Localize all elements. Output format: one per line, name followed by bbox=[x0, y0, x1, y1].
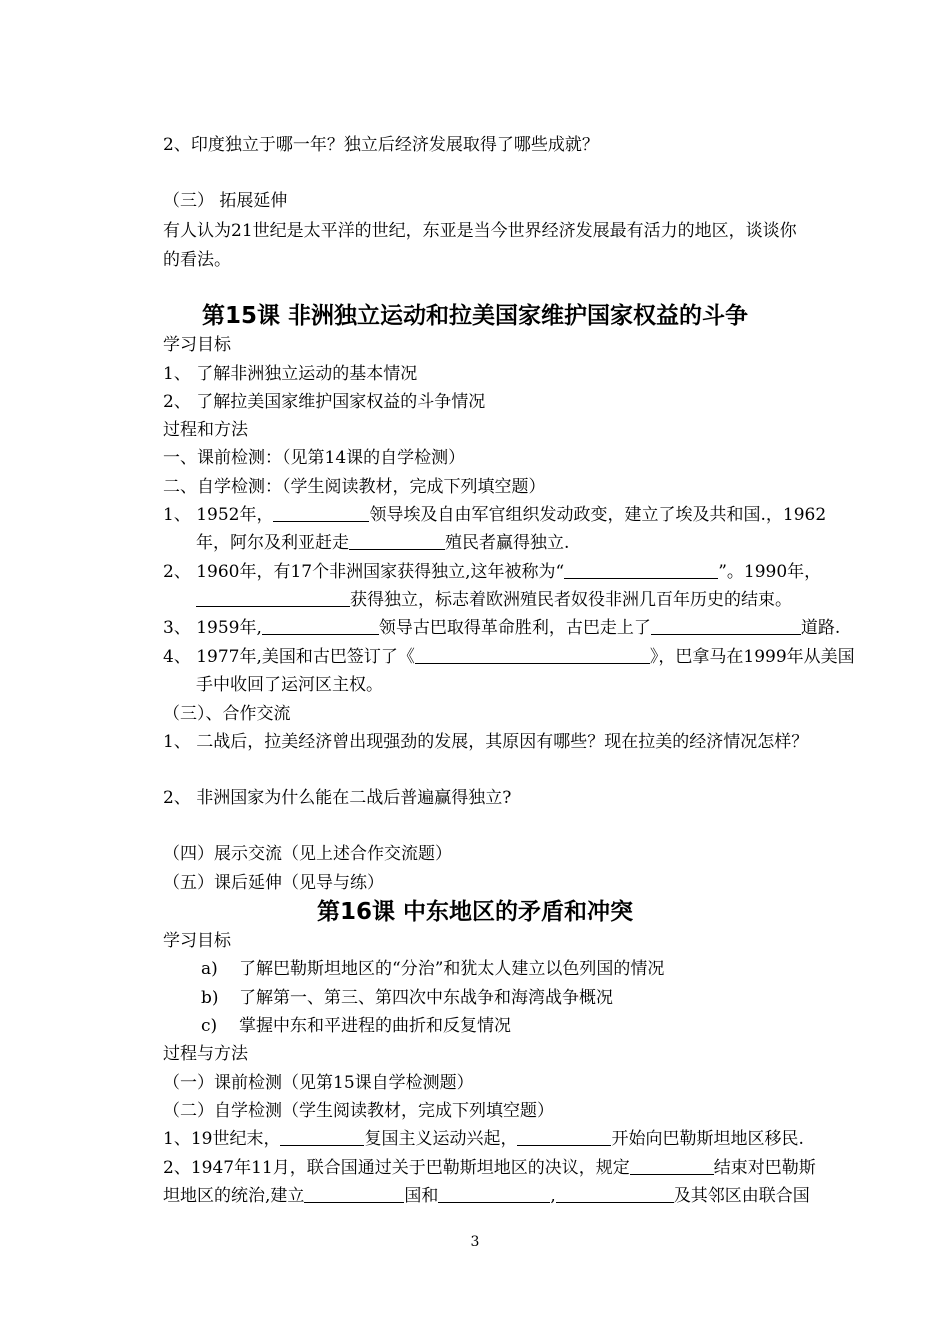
fill-blank[interactable] bbox=[196, 588, 350, 607]
fill-blank[interactable] bbox=[304, 1184, 404, 1203]
lesson-15-goals-heading: 学习目标 bbox=[163, 335, 231, 355]
lesson-16-goal-b: b) 了解第一、第三、第四次中东战争和海湾战争概况 bbox=[201, 988, 613, 1008]
fill-blank[interactable] bbox=[262, 616, 379, 635]
lesson-16-fill-2b: 坦地区的统治,建立 国和 , 及其邻区由联合国 bbox=[163, 1186, 810, 1206]
lesson-15-cooperation-heading: （三）、合作交流 bbox=[163, 704, 291, 724]
extension-text-line-2: 的看法。 bbox=[163, 250, 231, 270]
lesson-15-method-1: 一、课前检测：（见第14课的自学检测） bbox=[163, 448, 466, 468]
lesson-15-fill-2a: 2、 1960年，有17个非洲国家获得独立,这年被称为“ ”。1990年， bbox=[163, 562, 822, 582]
lesson-16-method-heading: 过程与方法 bbox=[163, 1044, 248, 1064]
lesson-16-title: 第16课 中东地区的矛盾和冲突 bbox=[316, 899, 633, 925]
lesson-15-fill-2b: 获得独立，标志着欧洲殖民者奴役非洲几百年历史的结束。 bbox=[196, 588, 792, 612]
lesson-16-method-2: （二）自学检测（学生阅读教材，完成下列填空题） bbox=[163, 1101, 554, 1121]
lesson-15-goal-1: 1、 了解非洲独立运动的基本情况 bbox=[163, 364, 418, 384]
lesson-16-fill-1: 1、19世纪末， 复国主义运动兴起， 开始向巴勒斯坦地区移民. bbox=[163, 1129, 804, 1149]
lesson-15-cooperation-q1: 1、 二战后，拉美经济曾出现强劲的发展，其原因有哪些？现在拉美的经济情况怎样？ bbox=[163, 732, 809, 752]
lesson-15-section-4: （四）展示交流（见上述合作交流题） bbox=[163, 844, 452, 864]
lesson-15-section-5: （五）课后延伸（见导与练） bbox=[163, 873, 384, 893]
question-2: 2、印度独立于哪一年？独立后经济发展取得了哪些成就？ bbox=[163, 135, 599, 155]
page-number: 3 bbox=[470, 1234, 480, 1250]
fill-blank[interactable] bbox=[564, 560, 718, 579]
section-extension-heading: （三） 拓展延伸 bbox=[163, 191, 288, 211]
fill-blank[interactable] bbox=[651, 616, 801, 635]
fill-blank[interactable] bbox=[415, 645, 650, 664]
lesson-16-goal-c: c) 掌握中东和平进程的曲折和反复情况 bbox=[201, 1016, 511, 1036]
lesson-16-method-1: （一）课前检测（见第15课自学检测题） bbox=[163, 1073, 474, 1093]
lesson-16-goals-heading: 学习目标 bbox=[163, 931, 231, 951]
lesson-15-fill-4a: 4、 1977年,美国和古巴签订了《 》，巴拿马在1999年从美国 bbox=[163, 647, 855, 667]
lesson-15-goal-2: 2、 了解拉美国家维护国家权益的斗争情况 bbox=[163, 392, 486, 412]
fill-blank[interactable] bbox=[280, 1127, 364, 1146]
lesson-15-fill-3: 3、 1959年, 领导古巴取得革命胜利，古巴走上了 道路. bbox=[163, 618, 841, 638]
lesson-15-fill-4b: 手中收回了运河区主权。 bbox=[196, 675, 383, 695]
lesson-15-method-2: 二、自学检测：（学生阅读教材，完成下列填空题） bbox=[163, 477, 546, 497]
fill-blank[interactable] bbox=[630, 1156, 714, 1175]
lesson-15-method-heading: 过程和方法 bbox=[163, 420, 248, 440]
lesson-15-title: 第15课 非洲独立运动和拉美国家维护国家权益的斗争 bbox=[201, 303, 748, 329]
lesson-15-fill-1b: 年，阿尔及利亚赶走 殖民者赢得独立. bbox=[196, 533, 570, 553]
fill-blank[interactable] bbox=[438, 1184, 550, 1203]
fill-blank[interactable] bbox=[273, 503, 369, 522]
fill-blank[interactable] bbox=[517, 1127, 611, 1146]
lesson-16-fill-2a: 2、1947年11月，联合国通过关于巴勒斯坦地区的决议，规定 结束对巴勒斯 bbox=[163, 1158, 816, 1178]
fill-blank[interactable] bbox=[349, 531, 445, 550]
lesson-15-cooperation-q2: 2、 非洲国家为什么能在二战后普遍赢得独立? bbox=[163, 788, 512, 808]
fill-blank[interactable] bbox=[556, 1184, 674, 1203]
extension-text-line-1: 有人认为21世纪是太平洋的世纪，东亚是当今世界经济发展最有活力的地区，谈谈你 bbox=[163, 221, 797, 241]
lesson-16-goal-a: a) 了解巴勒斯坦地区的“分治”和犹太人建立以色列国的情况 bbox=[201, 959, 665, 979]
lesson-15-fill-1a: 1、 1952年， 领导埃及自由军官组织发动政变，建立了埃及共和国.，1962 bbox=[163, 505, 827, 525]
